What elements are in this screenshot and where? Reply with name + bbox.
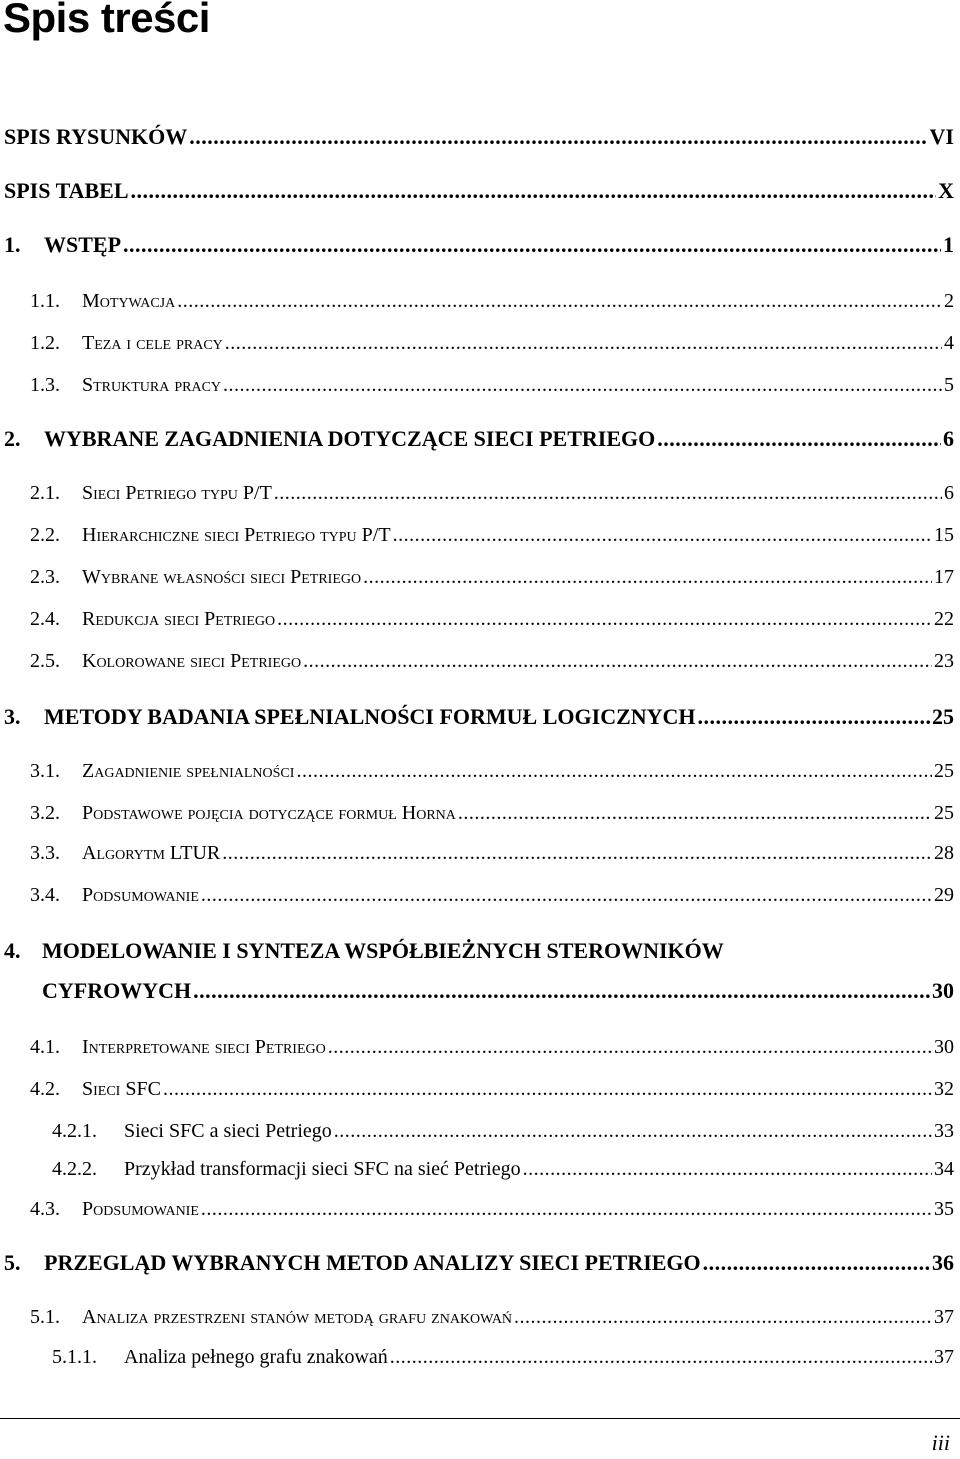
toc-entry[interactable] <box>0 566 954 596</box>
toc-entry-number: 2.3. <box>30 566 60 588</box>
leader-dots <box>123 232 941 258</box>
toc-entry-page: 6 <box>944 482 954 504</box>
toc-entry-page: 4 <box>944 332 954 354</box>
toc-entry[interactable] <box>0 290 954 320</box>
toc-entry-page: 34 <box>934 1158 954 1180</box>
leader-dots <box>274 482 942 505</box>
toc-entry-number: 5. <box>4 1250 21 1275</box>
leader-dots <box>328 1036 932 1059</box>
toc-entry-label: Kolorowane sieci Petriego <box>82 650 302 672</box>
toc-entry-label: SPIS TABEL <box>4 178 129 203</box>
toc-entry[interactable] <box>0 608 954 638</box>
toc-entry-label: PRZEGLĄD WYBRANYCH METOD ANALIZY SIECI PETRIEGO <box>44 1250 701 1275</box>
toc-entry-number: 3.1. <box>30 760 60 782</box>
leader-dots <box>363 566 932 589</box>
toc-entry[interactable] <box>0 842 954 872</box>
toc-entry-label: Sieci SFC a sieci Petriego <box>124 1120 332 1142</box>
leader-dots <box>193 978 930 1004</box>
toc-entry-page: 1 <box>943 232 954 257</box>
leader-dots <box>458 802 932 825</box>
toc-entry[interactable] <box>0 374 954 404</box>
toc-entry-label: Sieci Petriego typu P/T <box>82 482 272 504</box>
leader-dots <box>177 290 942 313</box>
toc-entry-page: 30 <box>932 978 954 1003</box>
toc-entry-label: Sieci SFC <box>82 1078 161 1100</box>
toc-entry[interactable] <box>0 760 954 790</box>
toc-entry[interactable] <box>0 938 954 1008</box>
toc-entry[interactable] <box>0 124 954 154</box>
toc-entry[interactable] <box>0 1158 954 1188</box>
toc-entry-label: Analiza pełnego grafu znakowań <box>124 1346 388 1368</box>
toc-entry-page: X <box>938 178 954 203</box>
toc-entry[interactable] <box>0 1346 954 1376</box>
leader-dots <box>201 1198 932 1221</box>
toc-entry-label: WSTĘP <box>44 232 122 257</box>
leader-dots <box>296 760 932 783</box>
toc-entry-page: 25 <box>934 802 954 824</box>
leader-dots <box>523 1158 932 1181</box>
toc-entry-page: 23 <box>934 650 954 672</box>
toc-entry[interactable] <box>0 1198 954 1228</box>
leader-dots <box>334 1120 932 1143</box>
toc-entry-number: 4. <box>4 938 21 963</box>
toc-entry-label: Hierarchiczne sieci Petriego typu P/T <box>82 524 391 546</box>
toc-entry-page: VI <box>929 124 954 149</box>
footer-page-number: iii <box>931 1430 950 1455</box>
leader-dots <box>131 178 937 204</box>
toc-entry-label: Motywacja <box>82 290 176 312</box>
toc-entry-page: 29 <box>934 884 954 906</box>
toc-entry-page: 37 <box>934 1306 954 1328</box>
toc-entry[interactable] <box>0 802 954 832</box>
toc-entry-number: 1.3. <box>30 374 60 396</box>
toc-entry-label: Teza i cele pracy <box>82 332 223 354</box>
toc-entry-label: Struktura pracy <box>82 374 222 396</box>
leader-dots <box>277 608 932 631</box>
leader-dots <box>390 1346 932 1369</box>
toc-entry-number: 1.1. <box>30 290 60 312</box>
toc-entry[interactable] <box>0 1036 954 1066</box>
leader-dots <box>514 1306 932 1329</box>
toc-entry-number: 4.3. <box>30 1198 60 1220</box>
toc-entry-label: Podsumowanie <box>82 1198 199 1220</box>
leader-dots <box>657 426 941 452</box>
leader-dots <box>393 524 932 547</box>
toc-entry-number: 3. <box>4 704 21 729</box>
toc-entry[interactable] <box>0 650 954 680</box>
leader-dots <box>703 1250 930 1276</box>
toc-entry-label: Algorytm LTUR <box>82 842 221 864</box>
toc-entry-number: 4.2. <box>30 1078 60 1100</box>
toc-entry-label-continued: CYFROWYCH <box>42 978 192 1003</box>
toc-entry-page: 15 <box>934 524 954 546</box>
leader-dots <box>225 332 942 355</box>
toc-entry-page: 6 <box>943 426 954 451</box>
toc-entry-label: Interpretowane sieci Petriego <box>82 1036 326 1058</box>
page-title: Spis treści <box>3 0 210 41</box>
toc-entry-number: 5.1.1. <box>52 1346 97 1368</box>
toc-entry-label: Wybrane własności sieci Petriego <box>82 566 362 588</box>
toc-entry-number: 2.2. <box>30 524 60 546</box>
toc-entry[interactable] <box>0 524 954 554</box>
toc-entry-number: 2.4. <box>30 608 60 630</box>
toc-entry[interactable] <box>0 232 954 262</box>
toc-entry[interactable] <box>0 332 954 362</box>
toc-entry-label: Zagadnienie spełnialności <box>82 760 295 782</box>
toc-entry-page: 35 <box>934 1198 954 1220</box>
toc-entry-number: 3.2. <box>30 802 60 824</box>
toc-entry-page: 25 <box>932 704 954 729</box>
toc-entry-page: 37 <box>934 1346 954 1368</box>
toc-entry-label: Przykład transformacji sieci SFC na sieć Petriego <box>124 1158 521 1180</box>
toc-entry[interactable] <box>0 884 954 914</box>
toc-entry-number: 3.4. <box>30 884 60 906</box>
leader-dots <box>222 842 932 865</box>
toc-entry-page: 32 <box>934 1078 954 1100</box>
toc-entry[interactable] <box>0 426 954 456</box>
leader-dots <box>201 884 932 907</box>
leader-dots <box>303 650 932 673</box>
toc-entry-label: Redukcja sieci Petriego <box>82 608 276 630</box>
toc-entry-number: 1.2. <box>30 332 60 354</box>
toc-entry-label: Podstawowe pojęcia dotyczące formuł Horna <box>82 802 456 824</box>
toc-entry-number: 4.1. <box>30 1036 60 1058</box>
leader-dots <box>223 374 942 397</box>
toc-entry-number: 1. <box>4 232 21 257</box>
toc-entry-label: SPIS RYSUNKÓW <box>4 124 188 149</box>
toc-entry[interactable] <box>0 482 954 512</box>
toc-entry-page: 5 <box>944 374 954 396</box>
toc-entry[interactable] <box>0 704 954 734</box>
toc-entry-page: 28 <box>934 842 954 864</box>
toc-entry-number: 2.1. <box>30 482 60 504</box>
footer-rule <box>0 1418 960 1419</box>
leader-dots <box>698 704 930 730</box>
toc-entry-page: 17 <box>934 566 954 588</box>
leader-dots <box>189 124 927 150</box>
toc-entry-number: 5.1. <box>30 1306 60 1328</box>
toc-entry-number: 2. <box>4 426 21 451</box>
toc-entry-page: 25 <box>934 760 954 782</box>
toc-entry-page: 36 <box>932 1250 954 1275</box>
toc-entry[interactable] <box>0 1306 954 1336</box>
toc-entry-label: METODY BADANIA SPEŁNIALNOŚCI FORMUŁ LOGICZNYCH <box>44 704 696 729</box>
toc-entry-label: WYBRANE ZAGADNIENIA DOTYCZĄCE SIECI PETRIEGO <box>44 426 656 451</box>
toc-entry[interactable] <box>0 1078 954 1108</box>
toc-entry-page: 33 <box>934 1120 954 1142</box>
toc-entry-label: Podsumowanie <box>82 884 199 906</box>
toc-entry-page: 2 <box>944 290 954 312</box>
toc-entry-label: MODELOWANIE I SYNTEZA WSPÓŁBIEŻNYCH STEROWNIKÓW <box>42 938 724 963</box>
toc-entry-label: Analiza przestrzeni stanów metodą grafu znakowań <box>82 1306 513 1328</box>
toc-entry[interactable] <box>0 1250 954 1280</box>
toc-entry-page: 30 <box>934 1036 954 1058</box>
toc-entry[interactable] <box>0 1120 954 1150</box>
toc-entry-number: 4.2.1. <box>52 1120 97 1142</box>
toc-entry-number: 2.5. <box>30 650 60 672</box>
toc-entry-page: 22 <box>934 608 954 630</box>
leader-dots <box>163 1078 932 1101</box>
toc-entry-number: 3.3. <box>30 842 60 864</box>
toc-entry-number: 4.2.2. <box>52 1158 97 1180</box>
toc-entry[interactable] <box>0 178 954 208</box>
